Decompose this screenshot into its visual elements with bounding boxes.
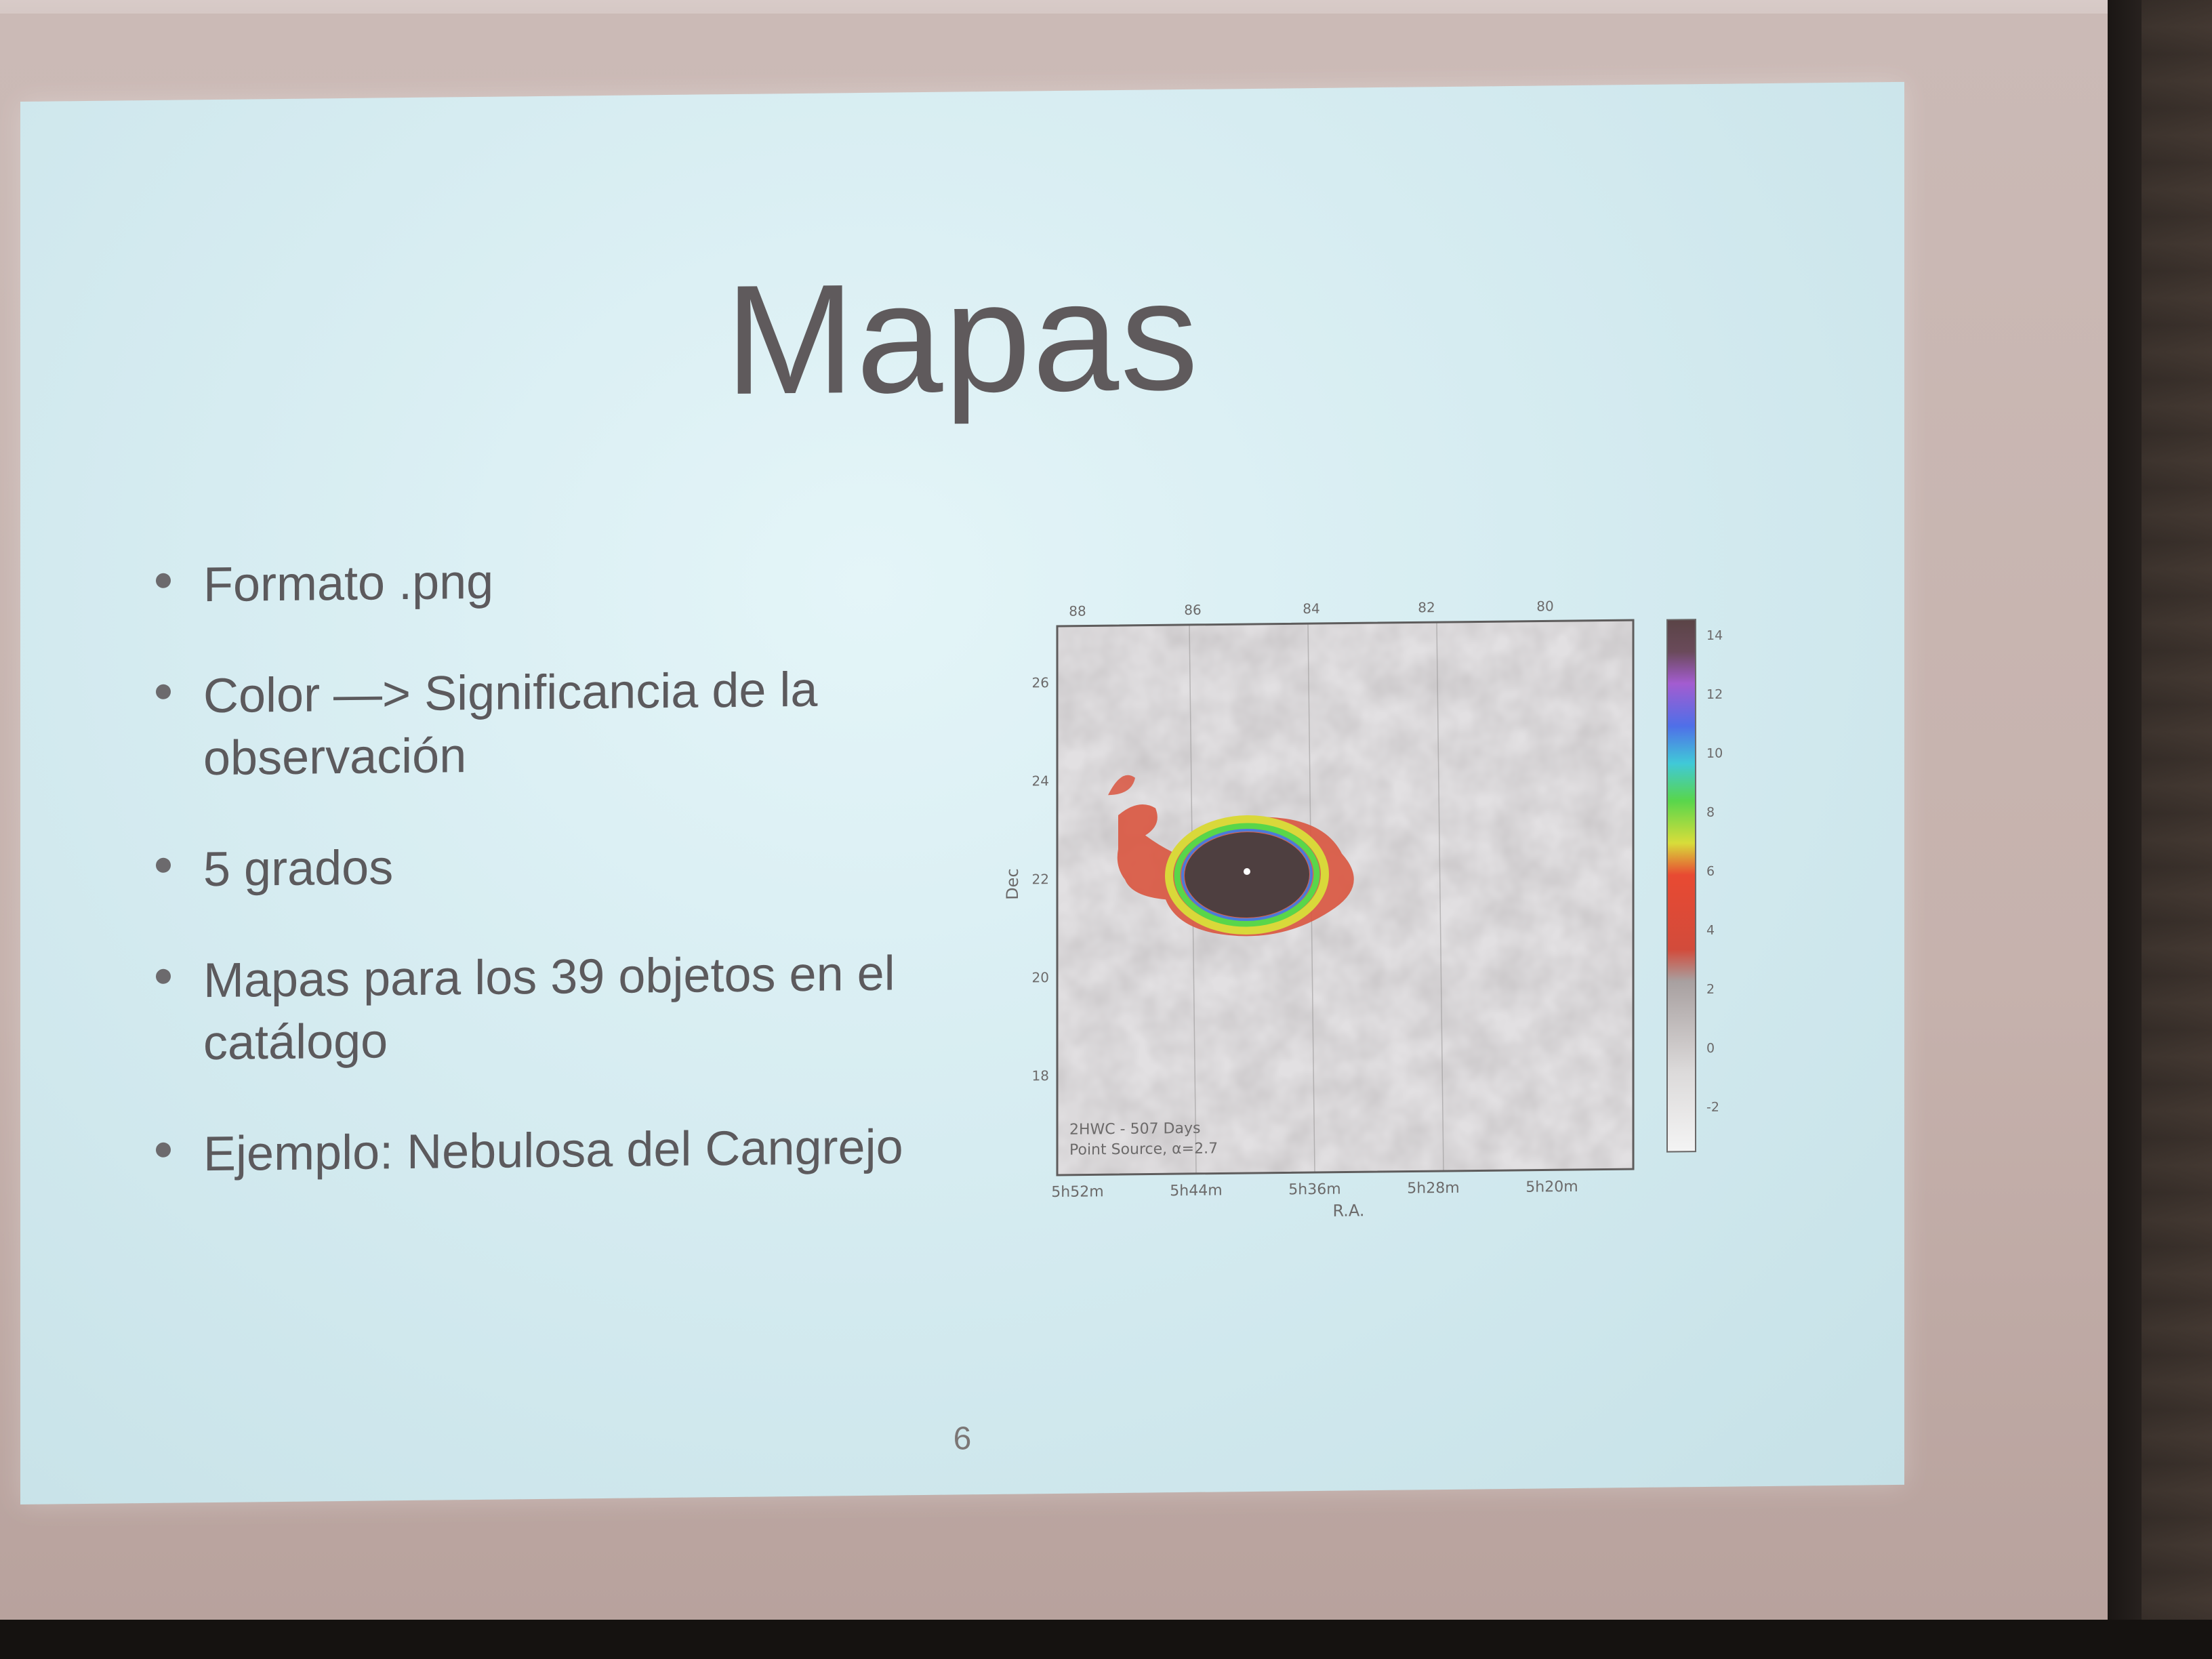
colorbar-tick-label: 6: [1706, 863, 1715, 879]
bullet-item: [156, 657, 956, 790]
bullet-dot-icon: [156, 1143, 171, 1158]
colorbar: [1667, 619, 1696, 1151]
bullet-text: 5 grados: [203, 840, 394, 897]
top-tick-label: 80: [1536, 598, 1554, 615]
y-tick-label: 20: [1031, 969, 1049, 986]
y-axis: [1032, 674, 1049, 1084]
colorbar-tick-label: -2: [1706, 1099, 1719, 1115]
bullet-item: [156, 942, 956, 1075]
bullet-item: [156, 1115, 956, 1186]
bullet-dot-icon: [156, 573, 171, 588]
bullet-text: Ejemplo: Nebulosa del Cangrejo: [203, 1120, 903, 1182]
significance-map: [969, 585, 1796, 1346]
y-tick-label: 22: [1031, 871, 1049, 888]
top-tick-label: 84: [1303, 600, 1320, 617]
colorbar-tick-label: 8: [1706, 804, 1715, 820]
slide-title: Mapas: [724, 247, 1200, 428]
colorbar-tick-label: 12: [1706, 687, 1723, 702]
colorbar-tick-label: 10: [1706, 745, 1723, 761]
x-tick-label: 5h44m: [1170, 1182, 1223, 1200]
y-tick-label: 26: [1031, 674, 1049, 691]
bullet-item: [156, 831, 956, 901]
projected-slide: [20, 82, 1904, 1504]
x-tick-label: 5h20m: [1525, 1178, 1578, 1196]
colorbar-tick-label: 0: [1706, 1040, 1715, 1056]
top-tick-label: 88: [1069, 602, 1086, 619]
bullet-text: Color —> Significancia de la observación: [203, 662, 818, 786]
x-axis: [1051, 1179, 1578, 1201]
bullet-item: [156, 546, 956, 617]
x-axis-label: R.A.: [1332, 1201, 1365, 1221]
significance-map-figure: [969, 585, 1796, 1346]
bullet-text: Formato .png: [203, 554, 494, 613]
slide-page-number: 6: [953, 1420, 972, 1457]
map-caption-line1: 2HWC - 507 Days: [1069, 1120, 1201, 1139]
colorbar-axis: [1706, 628, 1723, 1115]
bullet-dot-icon: [156, 684, 171, 699]
y-tick-label: 24: [1031, 773, 1049, 790]
bullet-list: [156, 546, 956, 1235]
map-caption-line2: Point Source, α=2.7: [1069, 1140, 1218, 1159]
y-axis-label: Dec: [1003, 868, 1022, 901]
top-axis: [1069, 598, 1553, 619]
room-wall-right-texture: [2142, 0, 2212, 1659]
colorbar-tick-label: 14: [1706, 628, 1723, 643]
bullet-dot-icon: [156, 858, 171, 873]
screen-bottom-edge: [0, 1620, 2212, 1659]
x-tick-label: 5h52m: [1051, 1183, 1104, 1202]
x-tick-label: 5h28m: [1407, 1179, 1460, 1197]
y-tick-label: 18: [1031, 1067, 1049, 1084]
bullet-dot-icon: [156, 969, 171, 984]
colorbar-tick-label: 4: [1706, 922, 1715, 938]
colorbar-tick-label: 2: [1706, 981, 1715, 997]
bullet-text: Mapas para los 39 objetos en el catálogo: [203, 946, 895, 1071]
top-tick-label: 82: [1418, 599, 1435, 616]
top-tick-label: 86: [1184, 601, 1202, 619]
x-tick-label: 5h36m: [1288, 1181, 1341, 1199]
